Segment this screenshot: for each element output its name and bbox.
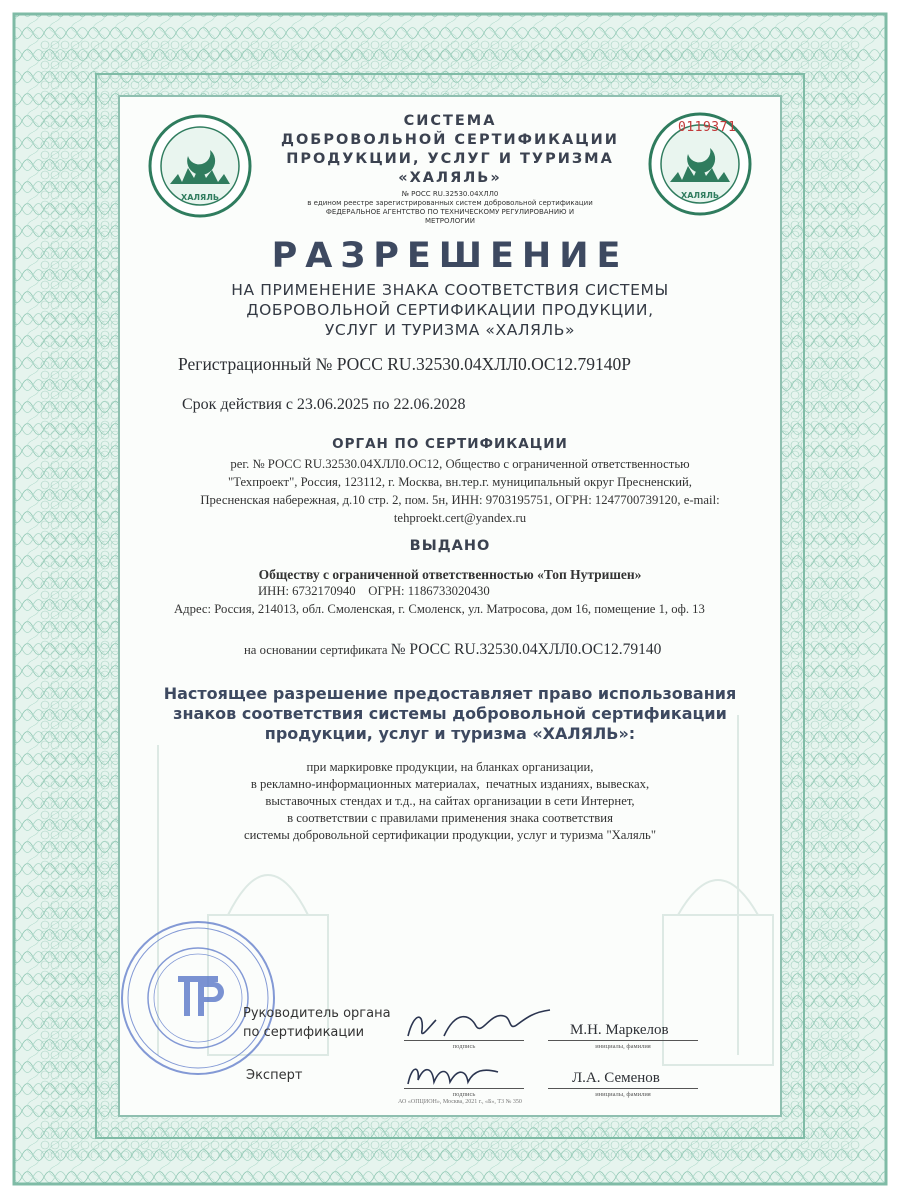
registry-line: ФЕДЕРАЛЬНОЕ АГЕНТСТВО ПО ТЕХНИЧЕСКОМУ РЕГУЛИРОВАНИЮ И (325, 208, 575, 216)
head-signature-line (404, 1040, 524, 1041)
grant-line: Настоящее разрешение предоставляет право использования (163, 684, 737, 703)
expert-name: Л.А. Семенов (572, 1070, 660, 1086)
svg-text:ХАЛЯЛЬ: ХАЛЯЛЬ (181, 193, 219, 202)
organ-line: "Техпроект", Россия, 123112, г. Москва, вн.тер.г. муниципальный округ Пресненский, (228, 475, 692, 489)
head-signature (400, 1006, 560, 1042)
print-footer: АО «ОПЦИОН», Москва, 2021 г., «Б», Т3 № 350 (398, 1099, 522, 1105)
expert-name-line (548, 1088, 698, 1089)
expert-role: Эксперт (246, 1068, 303, 1083)
validity-period: Срок действия с 23.06.2025 по 22.06.2028 (182, 396, 466, 413)
usage-terms (150, 759, 750, 844)
head-signature-caption: подпись (452, 1043, 476, 1050)
document-subtitle (150, 280, 750, 340)
document-title: РАЗРЕШЕНИЕ (271, 236, 629, 276)
registry-line: МЕТРОЛОГИИ (425, 217, 475, 225)
basis-prefix: на основании сертификата (244, 643, 388, 657)
official-stamp (118, 918, 278, 1078)
system-title-line: «ХАЛЯЛЬ» (398, 170, 502, 186)
issued-heading: ВЫДАНО (409, 538, 491, 554)
usage-line: в рекламно-информационных материалах, печатных изданиях, вывесках, (250, 777, 650, 791)
svg-text:ХАЛЯЛЬ: ХАЛЯЛЬ (681, 191, 719, 200)
registry-note (230, 190, 670, 226)
usage-line: в соответствии с правилами применения знака соответствия (287, 811, 613, 825)
expert-signature-caption: подпись (452, 1091, 476, 1098)
system-title-line: СИСТЕМА (403, 113, 497, 129)
company-address: Адрес: Россия, 214013, обл. Смоленская, г. Смоленск, ул. Матросова, дом 16, помещение 1, оф. 13 (174, 602, 705, 616)
head-role-line: по сертификации (243, 1025, 365, 1040)
usage-line: при маркировке продукции, на бланках организации, (306, 760, 594, 774)
basis-line (244, 641, 661, 659)
organ-details (150, 455, 770, 527)
basis-certificate-number: № РОСС RU.32530.04ХЛЛ0.ОС12.79140 (390, 641, 662, 658)
head-name-line (548, 1040, 698, 1041)
system-title (165, 112, 735, 188)
organ-line: Пресненская набережная, д.10 стр. 2, пом. 5н, ИНН: 9703195751, ОГРН: 1247700739120, e-mail: (200, 493, 720, 507)
usage-line: выставочных стендах и т.д., на сайтах организации в сети Интернет, (265, 794, 635, 808)
system-title-line: ПРОДУКЦИИ, УСЛУГ И ТУРИЗМА (286, 151, 614, 167)
serial-number: 0119371 (678, 120, 737, 135)
expert-signature (402, 1060, 512, 1090)
subtitle-line: ДОБРОВОЛЬНОЙ СЕРТИФИКАЦИИ ПРОДУКЦИИ, (246, 301, 654, 319)
grant-line: продукции, услуг и туризма «ХАЛЯЛЬ»: (264, 724, 636, 743)
company-name: Обществу с ограниченной ответственностью «Топ Нутришен» (258, 567, 642, 582)
subtitle-line: НА ПРИМЕНЕНИЕ ЗНАКА СООТВЕТСТВИЯ СИСТЕМЫ (231, 281, 669, 299)
head-role-line: Руководитель органа (243, 1006, 391, 1021)
grant-statement (140, 684, 760, 744)
organ-heading: ОРГАН ПО СЕРТИФИКАЦИИ (332, 436, 568, 452)
usage-line: системы добровольной сертификации продукции, услуг и туризма "Халяль" (243, 828, 657, 842)
registry-line: в едином реестре зарегистрированных систем добровольной сертификации (307, 199, 593, 207)
expert-name-caption: инициалы, фамилия (595, 1091, 651, 1098)
head-name: М.Н. Маркелов (570, 1022, 669, 1038)
organ-line: рег. № РОСС RU.32530.04ХЛЛ0.ОС12, Общество с ограниченной ответственностью (230, 457, 690, 471)
grant-line: знаков соответствия системы добровольной сертификации (173, 704, 727, 723)
organ-email: tehproekt.cert@yandex.ru (393, 511, 527, 525)
company-inn-ogrn: ИНН: 6732170940 ОГРН: 1186733020430 (258, 584, 490, 598)
system-title-line: ДОБРОВОЛЬНОЙ СЕРТИФИКАЦИИ (281, 132, 619, 148)
expert-signature-line (404, 1088, 524, 1089)
subtitle-line: УСЛУГ И ТУРИЗМА «ХАЛЯЛЬ» (324, 321, 576, 339)
registry-line: № РОСС RU.32530.04ХЛЛ0 (401, 190, 499, 198)
registration-number: Регистрационный № РОСС RU.32530.04ХЛЛ0.ОС12.79140Р (178, 354, 631, 374)
head-name-caption: инициалы, фамилия (595, 1043, 651, 1050)
head-role (243, 1004, 391, 1042)
